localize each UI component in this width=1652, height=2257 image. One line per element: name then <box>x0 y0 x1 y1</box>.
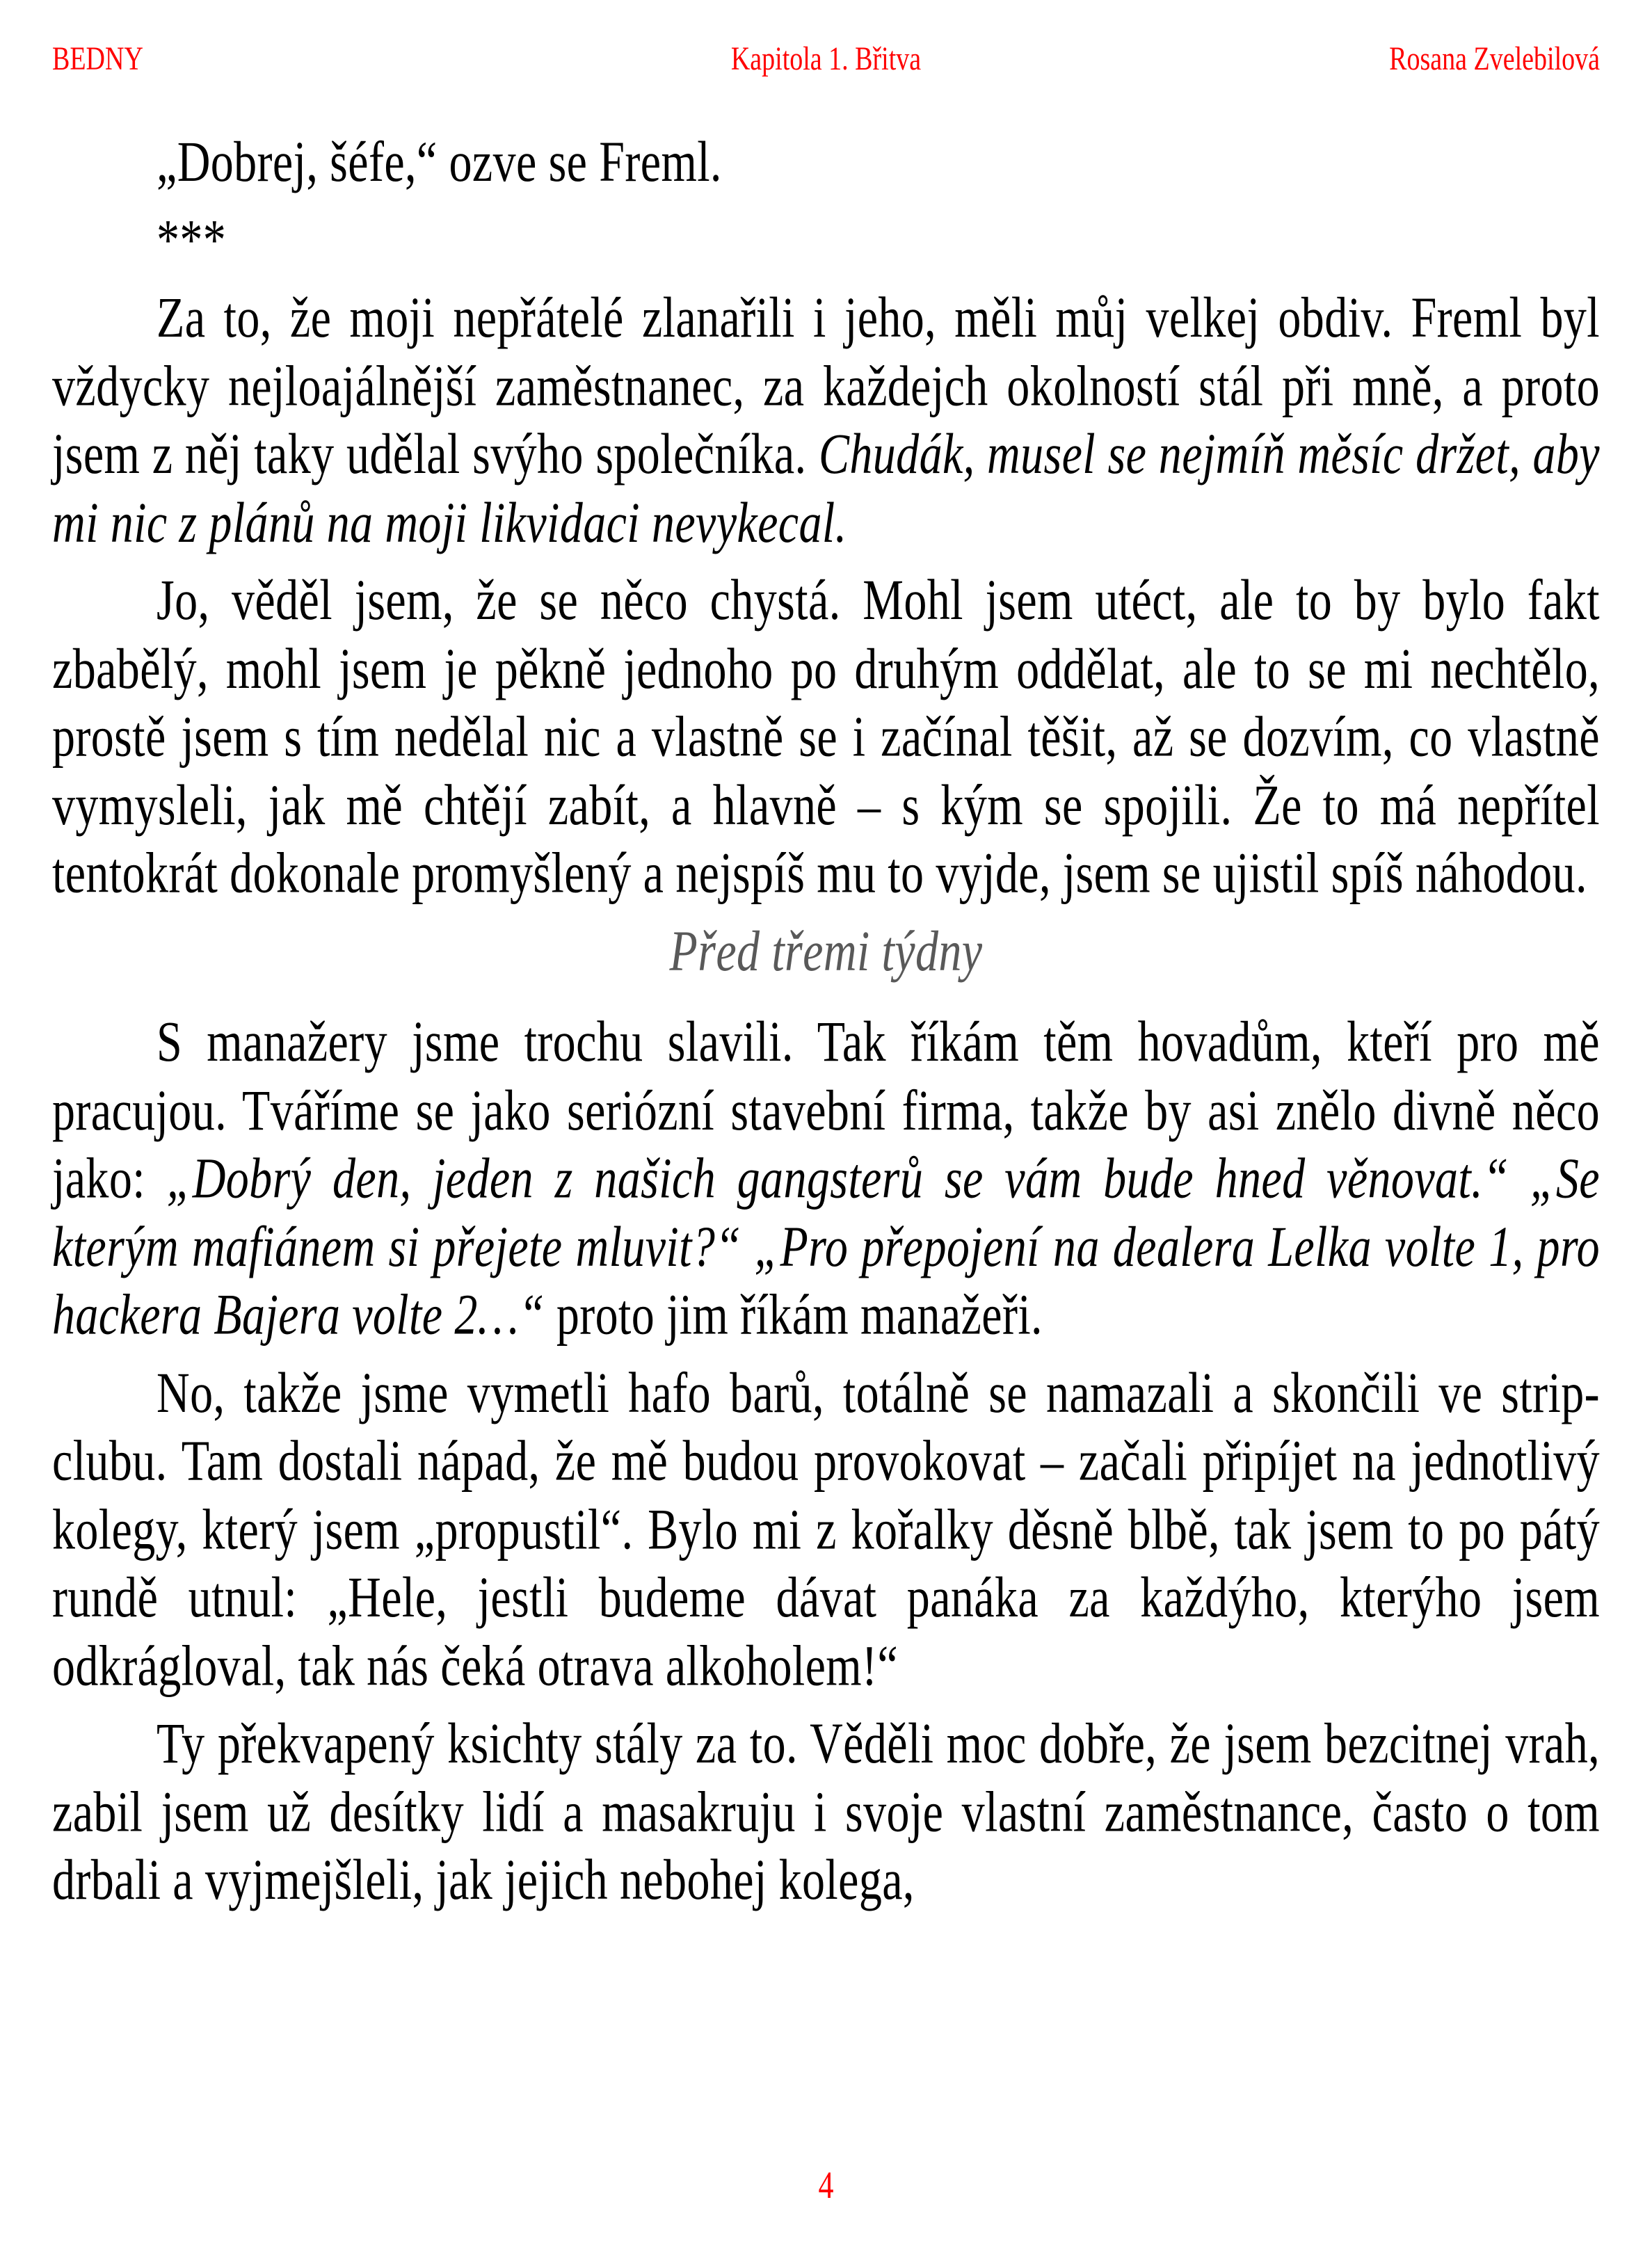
text-segment: Ty překvapený ksichty stály za to. Věděli moc dobře, že jsem bezcitnej vrah, zabil jsem už desítky lidí a masakruju i svoje vlastní zaměstnance, často o tom drbali a vyjmejšleli, jak jejich nebohej kolega, <box>52 1712 1600 1912</box>
document-body <box>52 129 1600 1915</box>
text-segment: *** <box>157 208 227 272</box>
text-segment: S manažery jsme trochu slavili. Tak říkám těm hovadům, kteří pro mě pracujou. Tváříme se jako seriózní stavební firma, takže by asi znělo divně něco jako: <box>52 1010 1600 1210</box>
text-segment: „Dobrej, šéfe,“ ozve se Freml. <box>157 130 722 194</box>
paragraph <box>52 129 1600 197</box>
text-segment: No, takže jsme vymetli hafo barů, totálně se namazali a skončili ve strip-clubu. Tam dostali nápad, že mě budou provokovat – začali připíjet na jednotlivý kolegy, který jsem „propustil“. Bylo mi z kořalky děsně blbě, tak jsem to po pátý rundě utnul: „Hele, jestli budeme dávat panáka za každýho, kterýho jsem odkrágloval, tak nás čeká otrava alkoholem!“ <box>52 1360 1600 1698</box>
paragraph <box>52 567 1600 908</box>
text-segment: proto jim říkám manažeři. <box>544 1283 1043 1347</box>
italic-text-segment: Chudák, musel se nejmíň měsíc držet, aby mi nic z plánů na moji likvidaci nevykecal. <box>52 422 1600 554</box>
section-heading <box>52 917 1600 986</box>
paragraph <box>52 1710 1600 1915</box>
header-author: Rosana Zvelebilová <box>1389 40 1600 78</box>
paragraph <box>52 284 1600 558</box>
page-number: 4 <box>818 2164 834 2207</box>
page-footer <box>0 2165 1652 2207</box>
italic-text-segment: Před třemi týdny <box>669 919 983 983</box>
header-chapter-title: Kapitola 1. Břitva <box>730 40 922 78</box>
header-book-title: BEDNY <box>52 40 143 78</box>
paragraph <box>52 1009 1600 1350</box>
italic-text-segment: „Dobrý den, jeden z našich gangsterů se vám bude hned věnovat.“ „Se kterým mafiánem si přejete mluvit?“ „Pro přepojení na dealera Lelka volte 1, pro hackera Bajera volte 2…“ <box>52 1146 1600 1347</box>
text-segment: Jo, věděl jsem, že se něco chystá. Mohl jsem utéct, ale to by bylo fakt zbabělý, mohl jsem je pěkně jednoho po druhým oddělat, ale to se mi nechtělo, prostě jsem s tím nedělal nic a vlastně se i začínal těšit, až se dozvím, co vlastně vymysleli, jak mě chtějí zabít, a hlavně – s kým se spojili. Že to má nepřítel tentokrát dokonale promyšlený a nejspíš mu to vyjde, jsem se ujistil spíš náhodou. <box>52 568 1600 906</box>
page-header <box>52 40 1600 79</box>
paragraph <box>52 1359 1600 1701</box>
text-segment: Za to, že moji nepřátelé zlanařili i jeho, měli můj velkej obdiv. Freml byl vždycky nejloajálnější zaměstnanec, za každejch okolností stál při mně, a proto jsem z něj taky udělal svýho společníka. <box>52 286 1600 486</box>
paragraph <box>52 207 1600 275</box>
